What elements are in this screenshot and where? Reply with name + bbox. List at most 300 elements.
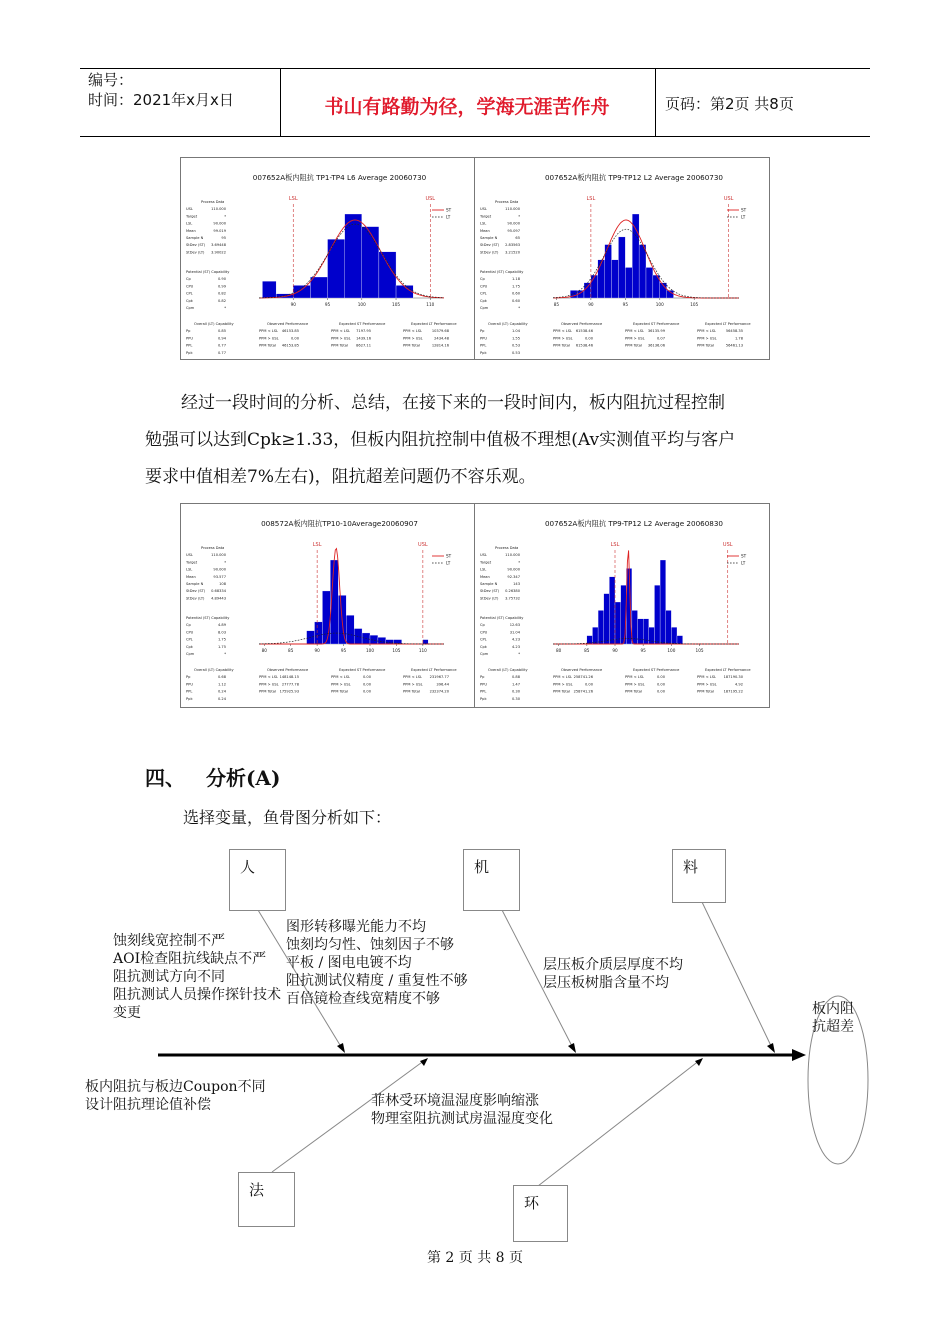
chart-title: 008572A板内阻抗TP10-10Average20060907 bbox=[261, 519, 418, 528]
table-label: PPM < LSL bbox=[331, 675, 351, 680]
panel-value: 3.69448 bbox=[211, 243, 226, 248]
table-value: 0.00 bbox=[290, 336, 299, 341]
table-label: PPM Total bbox=[697, 343, 714, 348]
table-value: 396.44 bbox=[436, 682, 449, 687]
effect-label bbox=[812, 1000, 854, 1036]
effect-line: 抗超差 bbox=[812, 1019, 854, 1035]
table-value: 12814.16 bbox=[431, 343, 449, 348]
table-value: 0.30 bbox=[511, 696, 520, 701]
table-value: 46153.85 bbox=[281, 329, 299, 334]
table-label: PPM > USL bbox=[697, 336, 717, 341]
panel-value: 92.347 bbox=[507, 574, 520, 579]
panel-label: Mean bbox=[480, 228, 490, 233]
panel-label: Sample N bbox=[480, 582, 498, 586]
table-label: Ppk bbox=[186, 696, 193, 701]
panel-value: 93.577 bbox=[213, 574, 226, 579]
panel-value: 0.82 bbox=[217, 291, 226, 296]
usl-label: USL bbox=[425, 196, 436, 202]
panel-value: 0.60 bbox=[511, 291, 520, 296]
category-box-fa bbox=[238, 1172, 295, 1227]
panel-value: 110.000 bbox=[211, 207, 226, 212]
panel-value: 90.000 bbox=[213, 567, 226, 572]
panel-value: 95 bbox=[221, 236, 226, 240]
section-number: 四、 bbox=[145, 766, 185, 790]
panel-heading: Process Data bbox=[201, 546, 225, 550]
x-tick-label: 105 bbox=[690, 302, 699, 307]
panel-label: Cp bbox=[480, 623, 485, 628]
panel-value: 110.000 bbox=[505, 207, 520, 212]
table-label: PPM > USL bbox=[697, 682, 717, 687]
table-label: Pp bbox=[186, 675, 191, 680]
panel-value: * bbox=[224, 214, 226, 219]
cause-item: 板内阻抗与板边Coupon不同 bbox=[85, 1079, 266, 1095]
panel-value: 2.83563 bbox=[505, 243, 520, 248]
bone-arrowhead bbox=[568, 1043, 576, 1053]
panel-value: 3.75732 bbox=[505, 596, 520, 601]
panel-label: Sample N bbox=[480, 236, 498, 240]
table-value: 1.47 bbox=[511, 682, 520, 687]
panel-label: LSL bbox=[480, 567, 487, 572]
panel-label: LSL bbox=[186, 567, 193, 572]
panel-label: Cpm bbox=[186, 652, 195, 656]
lsl-label: LSL bbox=[312, 542, 322, 548]
panel-heading: Potential (ST) Capability bbox=[480, 270, 524, 274]
bone-arrowhead bbox=[420, 1058, 428, 1066]
panel-value: 4.23 bbox=[511, 637, 520, 642]
table-value: 0.88 bbox=[511, 675, 520, 680]
table-value: 1.04 bbox=[511, 329, 520, 334]
panel-label: Cpk bbox=[480, 644, 487, 649]
table-value: 36136.06 bbox=[647, 343, 665, 348]
bone-arrowhead bbox=[767, 1043, 775, 1053]
x-tick-label: 95 bbox=[324, 302, 331, 307]
table-label: Pp bbox=[480, 329, 485, 334]
table-label: PPM < LSL bbox=[259, 329, 279, 334]
legend-lt-label: LT bbox=[741, 214, 746, 220]
panel-label: StDev (ST) bbox=[186, 243, 206, 248]
table-value: 187190.30 bbox=[723, 675, 743, 680]
panel-label: Cp bbox=[186, 277, 191, 282]
table-label: PPM > USL bbox=[625, 682, 645, 687]
panel-label: Target bbox=[480, 214, 492, 219]
panel-label: CPL bbox=[480, 637, 487, 642]
legend-lt-label: LT bbox=[741, 560, 746, 566]
bone-arrowhead bbox=[337, 1043, 345, 1053]
table-value: 36135.99 bbox=[647, 329, 665, 334]
table-value: 10379.68 bbox=[431, 329, 449, 334]
table-value: 0.53 bbox=[511, 350, 520, 355]
legend-st-label: ST bbox=[446, 553, 452, 559]
panel-label: Cpk bbox=[480, 298, 487, 303]
bone-liao bbox=[702, 902, 773, 1050]
x-tick-label: 105 bbox=[392, 302, 401, 307]
usl-label: USL bbox=[722, 542, 733, 548]
table-label: PPM < LSL bbox=[625, 329, 645, 334]
panel-label: CPL bbox=[186, 291, 193, 296]
table-heading: Expected LT Performance bbox=[411, 668, 457, 672]
table-label: PPM < LSL bbox=[259, 675, 279, 680]
panel-heading: Potential (ST) Capability bbox=[480, 616, 524, 620]
category-label: 环 bbox=[524, 1194, 540, 1212]
panel-value: * bbox=[518, 652, 520, 656]
table-value: 0.30 bbox=[511, 689, 520, 694]
table-label: PPU bbox=[480, 336, 487, 341]
x-tick-label: 85 bbox=[553, 302, 560, 307]
panel-label: Mean bbox=[186, 228, 196, 233]
table-label: PPM Total bbox=[331, 343, 348, 348]
causes-ren bbox=[113, 932, 281, 1022]
panel-label: LSL bbox=[480, 221, 487, 226]
panel-value: 65 bbox=[515, 236, 520, 240]
x-tick-label: 100 bbox=[667, 648, 676, 653]
bone-arrowhead bbox=[695, 1058, 703, 1066]
panel-label: Target bbox=[186, 560, 198, 565]
chart-title: 007652A板内阻抗 TP9-TP12 L2 Average 20060830 bbox=[544, 519, 724, 528]
panel-value: 110.000 bbox=[211, 553, 226, 558]
table-label: PPM < LSL bbox=[331, 329, 351, 334]
table-label: PPM < LSL bbox=[553, 675, 573, 680]
x-tick-label: 95 bbox=[640, 648, 646, 653]
section-intro: 选择变量，鱼骨图分析如下： bbox=[183, 808, 392, 827]
panel-value: 4.89 bbox=[217, 623, 226, 628]
panel-value: 31.04 bbox=[509, 630, 520, 635]
table-value: 0.77 bbox=[217, 343, 226, 348]
table-label: PPM Total bbox=[403, 343, 420, 348]
table-value: 61538.46 bbox=[575, 343, 593, 348]
table-label: PPM > USL bbox=[403, 336, 423, 341]
x-tick-label: 100 bbox=[366, 648, 374, 653]
x-tick-label: 105 bbox=[392, 648, 401, 653]
causes-huan bbox=[371, 1092, 553, 1128]
panel-label: USL bbox=[186, 553, 193, 558]
lsl-label: LSL bbox=[586, 196, 596, 202]
table-value: 258741.26 bbox=[573, 689, 593, 694]
panel-label: LSL bbox=[186, 221, 193, 226]
table-label: PPM < LSL bbox=[697, 675, 717, 680]
table-label: PPM > USL bbox=[553, 682, 573, 687]
panel-label: Sample N bbox=[186, 236, 204, 240]
category-box-huan bbox=[513, 1185, 568, 1242]
table-label: PPM > USL bbox=[259, 336, 279, 341]
panel-value: 0.99 bbox=[217, 284, 226, 289]
panel-label: Mean bbox=[186, 574, 196, 579]
cause-item: 层压板介质层厚度不均 bbox=[543, 957, 683, 973]
table-heading: Overall (LT) Capability bbox=[194, 668, 234, 672]
doc-time-label: 时间：2021年x月x日 bbox=[88, 91, 234, 109]
paragraph-line: 经过一段时间的分析、总结，在接下来的一段时间内，板内阻抗过程控制 bbox=[181, 393, 725, 413]
chart-title: 007652A板内阻抗 TP9-TP12 L2 Average 20060730 bbox=[544, 173, 724, 182]
x-tick-label: 85 bbox=[288, 648, 294, 653]
panel-label: Target bbox=[480, 560, 492, 565]
panel-label: CPU bbox=[186, 630, 194, 635]
panel-value: 4.23 bbox=[511, 644, 520, 649]
x-tick-label: 110 bbox=[418, 648, 427, 653]
panel-value: 1.18 bbox=[511, 277, 520, 282]
table-value: 258741.26 bbox=[573, 675, 593, 680]
table-value: 0.77 bbox=[217, 350, 226, 355]
panel-value: 4.89443 bbox=[211, 596, 226, 601]
table-heading: Overall (LT) Capability bbox=[488, 668, 528, 672]
panel-value: 90.000 bbox=[213, 221, 226, 226]
panel-label: Cpm bbox=[186, 306, 195, 310]
table-label: PPM Total bbox=[697, 689, 714, 694]
table-label: PPM Total bbox=[403, 689, 420, 694]
panel-value: 90.000 bbox=[507, 567, 520, 572]
table-label: PPM > USL bbox=[403, 682, 423, 687]
table-heading: Observed Performance bbox=[267, 668, 309, 672]
table-heading: Expected LT Performance bbox=[705, 668, 751, 672]
table-heading: Expected LT Performance bbox=[705, 322, 751, 326]
legend-st-label: ST bbox=[446, 207, 452, 213]
table-label: PPL bbox=[480, 689, 487, 694]
causes-fa bbox=[85, 1078, 266, 1114]
table-value: 4.92 bbox=[734, 682, 743, 687]
panel-label: CPL bbox=[480, 291, 487, 296]
table-value: 232374.20 bbox=[429, 689, 449, 694]
category-box-liao bbox=[672, 849, 726, 903]
category-box-ren bbox=[229, 849, 286, 911]
table-heading: Expected LT Performance bbox=[411, 322, 457, 326]
table-value: 231967.77 bbox=[429, 675, 449, 680]
panel-value: 0.90 bbox=[217, 277, 226, 282]
table-value: 0.00 bbox=[656, 689, 665, 694]
table-value: 1439.16 bbox=[356, 336, 371, 341]
table-label: PPM Total bbox=[625, 343, 642, 348]
table-value: 56458.35 bbox=[725, 329, 743, 334]
table-label: PPM < LSL bbox=[553, 329, 573, 334]
panel-label: Cpm bbox=[480, 306, 489, 310]
panel-value: 110.000 bbox=[505, 553, 520, 558]
table-label: PPM > USL bbox=[331, 336, 351, 341]
x-tick-label: 100 bbox=[655, 302, 664, 307]
table-label: Ppk bbox=[480, 696, 487, 701]
cause-item: 百倍镜检查线宽精度不够 bbox=[286, 991, 440, 1007]
table-value: 0.00 bbox=[584, 682, 593, 687]
panel-heading: Process Data bbox=[201, 200, 225, 204]
panel-label: Cpk bbox=[186, 644, 193, 649]
table-value: 0.00 bbox=[584, 336, 593, 341]
panel-value: 0.82 bbox=[217, 298, 226, 303]
panel-heading: Potential (ST) Capability bbox=[186, 270, 230, 274]
table-label: PPM < LSL bbox=[403, 329, 423, 334]
table-label: PPU bbox=[186, 682, 193, 687]
panel-label: USL bbox=[186, 207, 193, 212]
table-label: Pp bbox=[480, 675, 485, 680]
category-box-ji bbox=[463, 849, 520, 911]
table-value: 0.00 bbox=[656, 675, 665, 680]
x-tick-label: 110 bbox=[426, 302, 435, 307]
table-label: PPU bbox=[480, 682, 487, 687]
panel-value: 12.63 bbox=[509, 623, 520, 628]
panel-value: * bbox=[224, 306, 226, 310]
panel-value: 8.03 bbox=[217, 630, 226, 635]
cause-item: AOI检查阻抗线缺点不严 bbox=[113, 951, 267, 967]
table-value: 148148.15 bbox=[279, 675, 299, 680]
table-label: PPM > USL bbox=[625, 336, 645, 341]
section-title: 分析(A) bbox=[205, 766, 281, 790]
category-label: 料 bbox=[683, 858, 699, 876]
panel-label: Cp bbox=[480, 277, 485, 282]
panel-label: Cpk bbox=[186, 298, 193, 303]
panel-value: 1.75 bbox=[511, 284, 520, 289]
table-label: PPM Total bbox=[259, 689, 276, 694]
panel-label: CPU bbox=[480, 630, 488, 635]
table-value: 8627.11 bbox=[356, 343, 371, 348]
panel-value: 1.75 bbox=[217, 637, 226, 642]
panel-value: 1.75 bbox=[217, 644, 226, 649]
category-label: 人 bbox=[240, 858, 256, 876]
panel-label: USL bbox=[480, 553, 487, 558]
table-label: PPL bbox=[480, 343, 487, 348]
panel-value: * bbox=[224, 652, 226, 656]
paragraph-line: 勉强可以达到Cpk≥1.33，但板内阻抗控制中值极不理想(Av实测值平均与客户 bbox=[145, 430, 736, 450]
panel-label: CPL bbox=[186, 637, 193, 642]
x-tick-label: 90 bbox=[314, 648, 320, 653]
panel-value: 95.097 bbox=[507, 228, 520, 233]
table-value: 56461.13 bbox=[725, 343, 743, 348]
table-heading: Expected ST Performance bbox=[633, 322, 680, 326]
table-heading: Expected ST Performance bbox=[339, 322, 386, 326]
header-motto: 书山有路勤为径，学海无涯苦作舟 bbox=[324, 96, 610, 118]
panel-value: 3.90022 bbox=[211, 250, 226, 255]
table-label: PPM Total bbox=[331, 689, 348, 694]
table-label: PPL bbox=[186, 343, 193, 348]
panel-label: StDev (ST) bbox=[480, 589, 500, 594]
doc-number-label: 编号： bbox=[88, 71, 134, 89]
table-value: 0.85 bbox=[217, 329, 226, 334]
table-label: Ppk bbox=[186, 350, 193, 355]
panel-value: 90.000 bbox=[507, 221, 520, 226]
panel-value: * bbox=[518, 306, 520, 310]
cause-item: 阻抗测试仪精度 / 重复性不够 bbox=[286, 973, 468, 989]
bone-huan bbox=[538, 1060, 700, 1186]
table-label: PPM < LSL bbox=[697, 329, 717, 334]
usl-label: USL bbox=[418, 542, 428, 548]
table-label: PPM < LSL bbox=[625, 675, 645, 680]
table-label: Ppk bbox=[480, 350, 487, 355]
x-tick-label: 85 bbox=[584, 648, 590, 653]
legend-lt-label: LT bbox=[446, 214, 451, 220]
x-tick-label: 95 bbox=[622, 302, 629, 307]
lsl-label: LSL bbox=[610, 542, 620, 548]
table-value: 0.00 bbox=[362, 689, 371, 694]
cause-item: 阻抗测试方向不同 bbox=[113, 969, 225, 985]
table-heading: Observed Performance bbox=[561, 322, 603, 326]
cause-item: 变更 bbox=[113, 1005, 141, 1021]
table-value: 0.00 bbox=[656, 682, 665, 687]
table-heading: Overall (LT) Capability bbox=[194, 322, 234, 326]
panel-label: USL bbox=[480, 207, 487, 212]
category-label: 法 bbox=[249, 1181, 265, 1199]
table-label: PPM Total bbox=[625, 689, 642, 694]
cause-item: 阻抗测试人员操作探针技术 bbox=[113, 987, 281, 1003]
cause-item: 平板 / 图电电镀不均 bbox=[286, 955, 412, 971]
panel-value: * bbox=[224, 560, 226, 565]
cause-item: 蚀刻均匀性、蚀刻因子不够 bbox=[286, 937, 454, 953]
table-value: 2434.48 bbox=[434, 336, 449, 341]
panel-value: * bbox=[518, 214, 520, 219]
table-value: 0.24 bbox=[217, 689, 226, 694]
paragraph-line: 要求中值相差7%左右)，阻抗超差问题仍不容乐观。 bbox=[145, 467, 536, 487]
table-heading: Expected ST Performance bbox=[339, 668, 386, 672]
table-value: 0.24 bbox=[217, 696, 226, 701]
effect-line: 板内阻 bbox=[812, 1001, 854, 1017]
table-value: 1.55 bbox=[511, 336, 520, 341]
table-heading: Overall (LT) Capability bbox=[488, 322, 528, 326]
table-label: PPL bbox=[186, 689, 193, 694]
panel-value: 3.21520 bbox=[505, 250, 520, 255]
table-value: 27777.78 bbox=[281, 682, 299, 687]
table-value: 46153.85 bbox=[281, 343, 299, 348]
cause-item: 菲林受环境温湿度影响缩涨 bbox=[371, 1093, 539, 1109]
panel-label: Cp bbox=[186, 623, 191, 628]
spine-arrowhead bbox=[792, 1049, 806, 1061]
x-tick-label: 105 bbox=[695, 648, 704, 653]
panel-label: StDev (LT) bbox=[480, 250, 499, 255]
table-label: PPM Total bbox=[259, 343, 276, 348]
x-tick-label: 90 bbox=[290, 302, 296, 307]
page-footer: 第 2 页 共 8 页 bbox=[426, 1250, 524, 1266]
panel-value: * bbox=[518, 560, 520, 565]
panel-label: Mean bbox=[480, 574, 490, 579]
cause-item: 蚀刻线宽控制不严 bbox=[113, 933, 225, 949]
panel-heading: Process Data bbox=[495, 546, 519, 550]
table-label: PPU bbox=[186, 336, 193, 341]
panel-label: StDev (LT) bbox=[480, 596, 499, 601]
table-value: 1.78 bbox=[734, 336, 743, 341]
causes-ji bbox=[286, 918, 468, 1008]
usl-label: USL bbox=[723, 196, 734, 202]
panel-value: 0.60 bbox=[511, 298, 520, 303]
panel-label: Target bbox=[186, 214, 198, 219]
table-value: 1.12 bbox=[217, 682, 226, 687]
cause-item: 图形转移曝光能力不均 bbox=[286, 919, 426, 935]
panel-label: CPU bbox=[186, 284, 194, 289]
table-label: PPM > USL bbox=[553, 336, 573, 341]
table-value: 0.53 bbox=[511, 343, 520, 348]
panel-value: 0.68334 bbox=[211, 589, 226, 594]
table-label: PPM < LSL bbox=[403, 675, 423, 680]
x-tick-label: 90 bbox=[612, 648, 618, 653]
lsl-label: LSL bbox=[288, 196, 298, 202]
table-value: 61538.46 bbox=[575, 329, 593, 334]
x-tick-label: 90 bbox=[588, 302, 594, 307]
chart-title: 007652A板内阻抗 TP1-TP4 L6 Average 20060730 bbox=[252, 173, 427, 182]
panel-label: CPU bbox=[480, 284, 488, 289]
table-label: PPM Total bbox=[553, 689, 570, 694]
table-value: 0.00 bbox=[362, 675, 371, 680]
panel-label: StDev (ST) bbox=[186, 589, 206, 594]
panel-value: 108 bbox=[219, 582, 226, 586]
table-heading: Observed Performance bbox=[561, 668, 603, 672]
table-value: 0.94 bbox=[217, 336, 226, 341]
x-tick-label: 100 bbox=[357, 302, 366, 307]
x-tick-label: 80 bbox=[261, 648, 267, 653]
panel-label: StDev (LT) bbox=[186, 596, 205, 601]
table-heading: Observed Performance bbox=[267, 322, 309, 326]
table-label: PPM Total bbox=[553, 343, 570, 348]
cause-item: 层压板树脂含量不均 bbox=[543, 975, 669, 991]
table-value: 0.00 bbox=[362, 682, 371, 687]
panel-label: StDev (LT) bbox=[186, 250, 205, 255]
table-heading: Expected ST Performance bbox=[633, 668, 680, 672]
panel-heading: Process Data bbox=[495, 200, 519, 204]
table-label: Pp bbox=[186, 329, 191, 334]
panel-label: StDev (ST) bbox=[480, 243, 500, 248]
x-tick-label: 80 bbox=[555, 648, 562, 653]
panel-value: 0.26380 bbox=[505, 589, 520, 594]
category-label: 机 bbox=[474, 858, 490, 876]
